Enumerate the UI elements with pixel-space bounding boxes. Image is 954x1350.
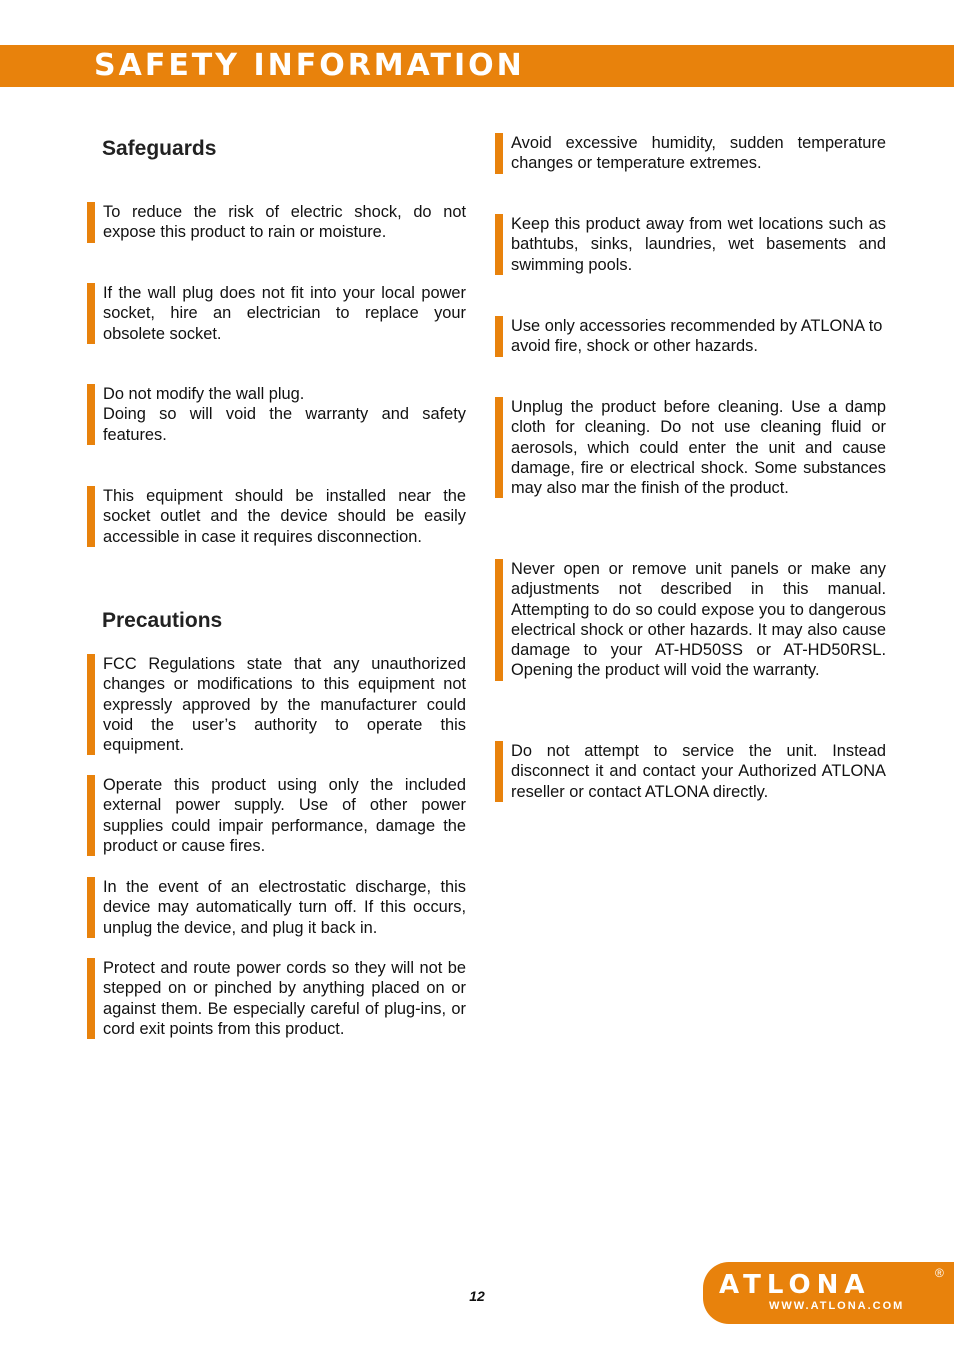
safeguard-item-line: Doing so will void the warranty and safety features. xyxy=(103,405,466,444)
safety-item: Use only accessories recommended by ATLONA to avoid fire, shock or other hazards. xyxy=(495,316,898,357)
registered-mark: ® xyxy=(935,1266,944,1280)
precautions-heading: Precautions xyxy=(102,609,223,632)
safeguard-item: If the wall plug does not fit into your local power socket, hire an electrician to replace your obsolete socket. xyxy=(87,283,466,344)
safeguard-item-line: Do not modify the wall plug. xyxy=(103,385,305,403)
safeguard-item: This equipment should be installed near the socket outlet and the device should be easily accessible in case it requires disconnection. xyxy=(87,486,466,547)
page-title: SAFETY INFORMATION xyxy=(94,48,525,83)
atlona-logo xyxy=(703,1262,954,1324)
safety-item: Unplug the product before cleaning. Use a damp cloth for cleaning. Do not use cleaning fluid or aerosols, which could enter the unit and cause damage, fire or electrical shock. Some substances may also mar the finish of the product. xyxy=(495,397,886,498)
precaution-item: Operate this product using only the included external power supply. Use of other power supplies could impair performance, damage the product or cause fires. xyxy=(87,775,466,856)
precaution-item: In the event of an electrostatic discharge, this device may automatically turn off. If this occurs, unplug the device, and plug it back in. xyxy=(87,877,466,938)
logo-url: WWW.ATLONA.COM xyxy=(769,1300,905,1312)
safety-item: Never open or remove unit panels or make any adjustments not described in this manual. Attempting to do so could expose you to dangerous electrical shock or other hazards. It may also cause damage to your AT-HD50SS or AT-HD50RSL. Opening the product will void the warranty. xyxy=(495,559,886,681)
precaution-item: FCC Regulations state that any unauthorized changes or modifications to this equipment not expressly approved by the manufacturer could void the user’s authority to operate this equipment. xyxy=(87,654,466,755)
safeguard-item xyxy=(87,384,466,445)
safeguards-heading: Safeguards xyxy=(102,137,217,160)
page-banner xyxy=(0,45,954,87)
page-number: 12 xyxy=(469,1288,485,1304)
precaution-item: Protect and route power cords so they will not be stepped on or pinched by anything placed on or against them. Be especially careful of plug-ins, or cord exit points from this product. xyxy=(87,958,466,1039)
logo-wordmark: ATLONA xyxy=(719,1270,871,1300)
safeguard-item: To reduce the risk of electric shock, do not expose this product to rain or moisture. xyxy=(87,202,466,243)
safety-item: Avoid excessive humidity, sudden temperature changes or temperature extremes. xyxy=(495,133,886,174)
safety-item: Do not attempt to service the unit. Instead disconnect it and contact your Authorized ATLONA reseller or contact ATLONA directly. xyxy=(495,741,886,802)
safety-item: Keep this product away from wet locations such as bathtubs, sinks, laundries, wet basements and swimming pools. xyxy=(495,214,886,275)
